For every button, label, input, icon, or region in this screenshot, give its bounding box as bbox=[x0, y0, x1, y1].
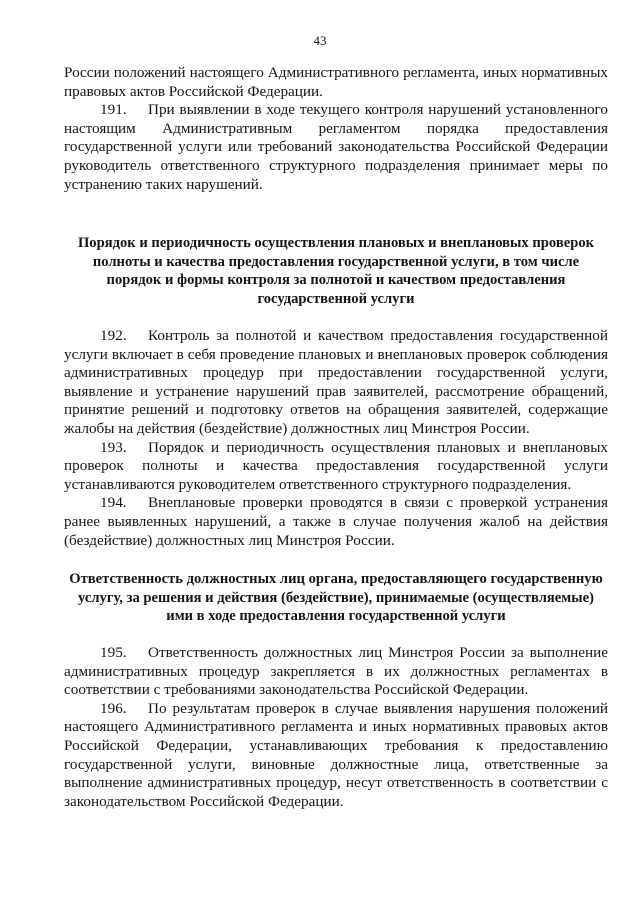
paragraph-number: 194. bbox=[100, 494, 127, 512]
page-number: 43 bbox=[313, 33, 327, 48]
section-heading-2: Ответственность должностных лиц органа, предоставляющего государственную услугу, за решения и действия (бездействие), принимаемые (осуществляемые) ими в ходе предоставления государственной услуги bbox=[69, 571, 603, 625]
section-heading-1: Порядок и периодичность осуществления плановых и внеплановых проверок полноты и качества предоставления государственной услуги, в том числе порядок и формы контроля за полнотой и качеством предоставления государственной услуги bbox=[77, 235, 595, 307]
paragraph-191 bbox=[64, 101, 608, 194]
paragraph-number: 196. bbox=[100, 699, 127, 717]
paragraph-number: 192. bbox=[100, 327, 127, 344]
paragraph-text: Внеплановые проверки проводятся в связи с проверкой устранения ранее выявленных нарушений, а также в случае получения жалоб на действия (бездействие) должностных лиц Минстроя России. bbox=[64, 494, 608, 549]
continuation-paragraph: России положений настоящего Административного регламента, иных нормативных правовых актов Российской Федерации. bbox=[64, 64, 608, 100]
paragraph-text: Ответственность должностных лиц Минстроя России за выполнение административных процедур закрепляется в их должностных регламентах в соответствии с требованиями законодательства Российской Федерации. bbox=[64, 644, 608, 699]
paragraph-194 bbox=[64, 494, 608, 550]
paragraph-text: По результатам проверок в случае выявления нарушения положений настоящего Административного регламента и иных нормативных правовых актов Российской Федерации, устанавливающих требования к предоставлению государственной услуги, виновные должностные лица, ответственные за выполнение административных процедур, несут ответственность в соответствии с законодательством Российской Федерации. bbox=[64, 699, 608, 810]
paragraph-193 bbox=[64, 439, 608, 495]
paragraph-number: 195. bbox=[100, 644, 127, 661]
paragraph-text: Контроль за полнотой и качеством предоставления государственной услуги включает в себя проведение плановых и внеплановых проверок соблюдения административных процедур при предоставлении государственной услуги, выявление и устранение нарушений прав заявителей, рассмотрение обращений, принятие решений и подготовку ответов на обращения заявителей, содержащие жалобы на действия (бездействие) должностных лиц Минстроя России. bbox=[64, 327, 608, 437]
paragraph-number: 191. bbox=[100, 101, 127, 119]
paragraph-195 bbox=[64, 644, 608, 700]
section-1-text bbox=[64, 64, 608, 194]
paragraph-text: При выявлении в ходе текущего контроля нарушений установленного настоящим Административным регламентом порядка предоставления государственной услуги или требований законодательства Российской Федерации руководитель ответственного структурного подразделения принимает меры по устранению таких нарушений. bbox=[64, 101, 608, 193]
paragraph-number: 193. bbox=[100, 438, 127, 456]
paragraph-text: Порядок и периодичность осуществления плановых и внеплановых проверок полноты и качества предоставления государственной услуги устанавливаются руководителем ответственного структурного подразделения. bbox=[64, 438, 608, 493]
paragraph-196 bbox=[64, 700, 608, 812]
section-2-text bbox=[64, 327, 608, 550]
paragraph-192 bbox=[64, 327, 608, 439]
section-3-text bbox=[64, 644, 608, 811]
